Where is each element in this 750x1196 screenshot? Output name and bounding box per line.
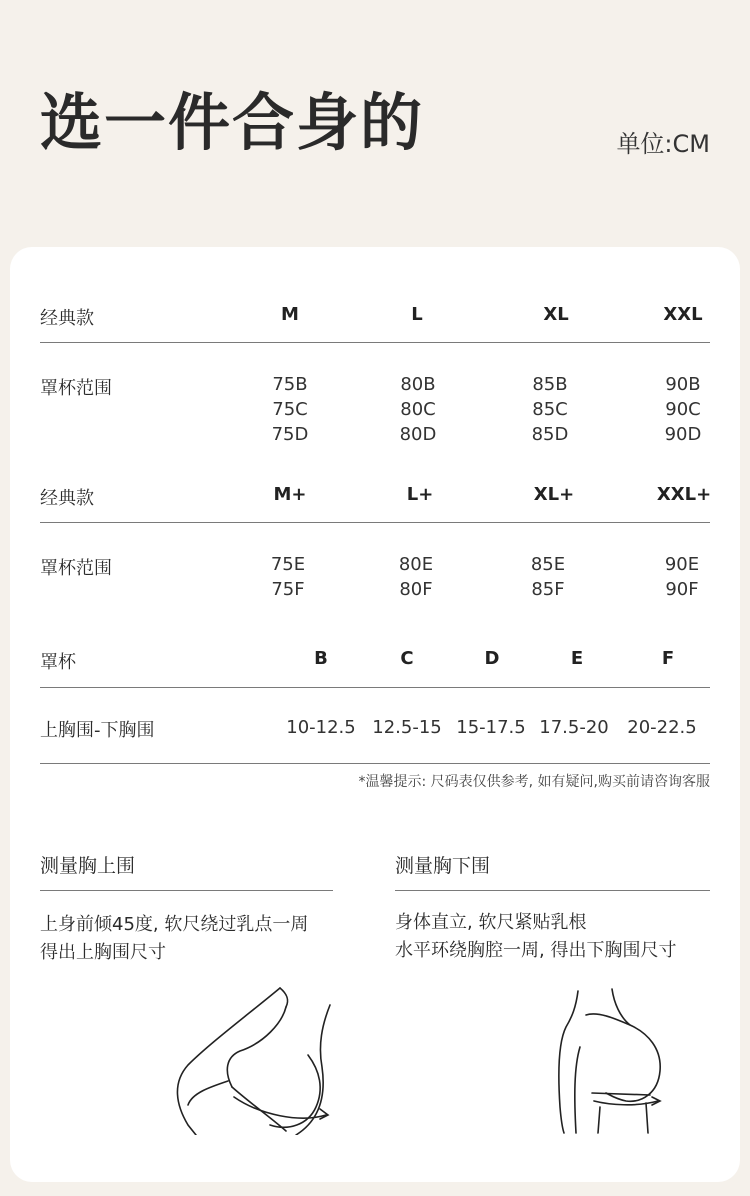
table3-bottom-rule [40, 763, 710, 764]
size-tip-note: *温馨提示: 尺码表仅供参考, 如有疑问,购买前请咨询客服 [358, 774, 710, 790]
table1-divider [40, 342, 710, 343]
measure-upper-instructions: 上身前倾45度, 软尺绕过乳点一周 得出上胸围尺寸 [40, 914, 309, 963]
lower-bust-measurement-illustration [550, 987, 675, 1137]
measure-upper-rule [40, 890, 333, 891]
range-d: 15-17.5 [456, 717, 526, 738]
cup-list-l-plus: 80E 80F [398, 554, 434, 600]
cup-list-xxl: 90B 90C 90D [664, 374, 702, 445]
cup-list-xl: 85B 85C 85D [531, 374, 569, 445]
size-l-plus: L+ [406, 484, 434, 505]
range-e: 17.5-20 [539, 717, 609, 738]
table2-header-label: 经典款 [40, 488, 94, 509]
cup-list-xl-plus: 85E 85F [530, 554, 566, 600]
range-c: 12.5-15 [372, 717, 442, 738]
cup-e: E [570, 648, 584, 669]
table3-row-label: 上胸围-下胸围 [40, 720, 155, 741]
range-b: 10-12.5 [286, 717, 356, 738]
cup-list-l: 80B 80C 80D [399, 374, 437, 445]
table1-row-label: 罩杯范围 [40, 378, 112, 399]
unit-label: 单位:CM [616, 130, 710, 158]
size-xl-plus: XL+ [533, 484, 575, 505]
page-title: 选一件合身的 [40, 86, 425, 159]
size-m-plus: M+ [273, 484, 307, 505]
measure-lower-rule [395, 890, 710, 891]
cup-list-m-plus: 75E 75F [270, 554, 306, 600]
size-l: L [411, 304, 423, 325]
size-m: M [281, 304, 299, 325]
cup-list-m: 75B 75C 75D [271, 374, 309, 445]
cup-d: D [484, 648, 500, 669]
table2-row-label: 罩杯范围 [40, 558, 112, 579]
cup-f: F [661, 648, 675, 669]
size-chart-card [10, 247, 740, 1182]
measure-lower-instructions: 身体直立, 软尺紧贴乳根 水平环绕胸腔一周, 得出下胸围尺寸 [395, 912, 677, 961]
size-xl: XL [543, 304, 569, 325]
measure-lower-title: 测量胸下围 [395, 855, 491, 877]
cup-c: C [400, 648, 414, 669]
upper-bust-measurement-illustration [170, 985, 340, 1135]
cup-list-xxl-plus: 90E 90F [664, 554, 700, 600]
table3-header-label: 罩杯 [40, 652, 76, 673]
range-f: 20-22.5 [627, 717, 697, 738]
table2-divider [40, 522, 710, 523]
table1-header-label: 经典款 [40, 308, 94, 329]
size-xxl: XXL [663, 304, 703, 325]
size-xxl-plus: XXL+ [656, 484, 712, 505]
table3-divider [40, 687, 710, 688]
cup-b: B [314, 648, 328, 669]
measure-upper-title: 测量胸上围 [40, 855, 136, 877]
